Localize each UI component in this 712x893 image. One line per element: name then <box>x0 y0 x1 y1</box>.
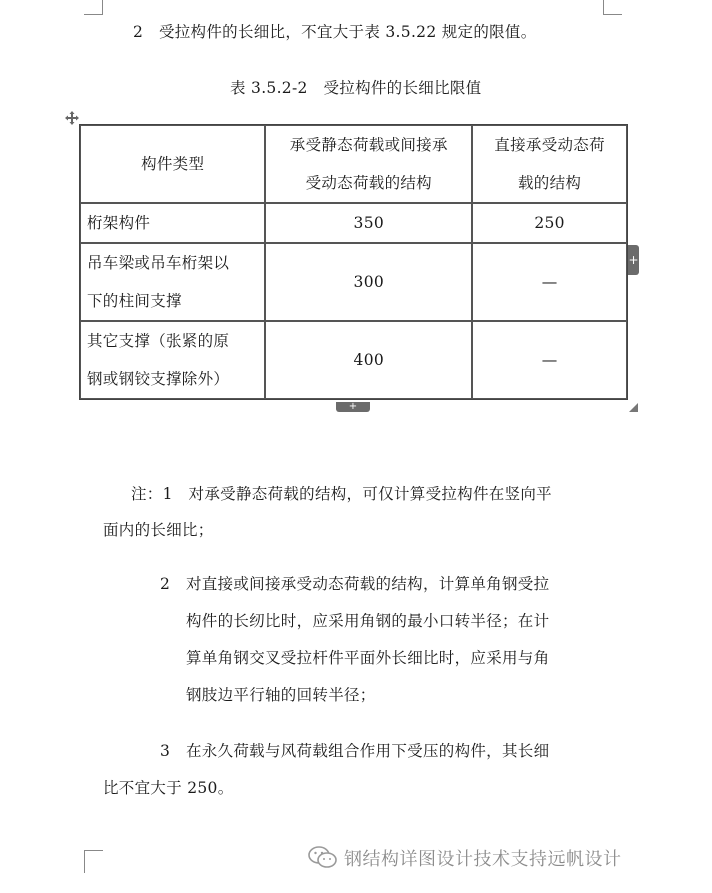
note-1-line-2: 面内的长细比； <box>103 521 214 539</box>
table-resize-icon[interactable] <box>629 403 638 412</box>
cell-static-value[interactable]: 300 <box>265 243 472 321</box>
cell-dynamic-value[interactable]: — <box>472 243 627 321</box>
header-static-line1: 承受静态荷载或间接承 <box>289 136 448 154</box>
table-row <box>80 243 627 321</box>
note-1-line-1: 注：1 对承受静态荷载的结构，可仅计算受拉构件在竖向平 <box>131 485 552 503</box>
page-corner-mark-top-left <box>84 0 103 15</box>
cell-dynamic-value[interactable]: — <box>472 321 627 399</box>
plus-icon: + <box>348 401 358 412</box>
watermark <box>308 843 622 873</box>
note-2-line-1: 2 对直接或间接承受动态荷载的结构，计算单角钢受拉 <box>160 575 550 593</box>
table-title: 表 3.5.2-2 受拉构件的长细比限值 <box>230 79 482 97</box>
header-dynamic-line1: 直接承受动态荷 <box>494 136 605 154</box>
page-corner-mark-top-right <box>603 0 622 15</box>
cell-member-type[interactable]: 桁架构件 <box>80 203 265 243</box>
note-2-line-2: 构件的长纫比时，应采用角钢的最小口转半径；在计 <box>186 612 550 630</box>
table-move-icon[interactable] <box>64 110 80 126</box>
clause-2-text: 2 受拉构件的长细比，不宜大于表 3.5.22 规定的限值。 <box>133 23 537 41</box>
cell-member-type[interactable]: 吊车梁或吊车桁架以 下的柱间支撑 <box>80 243 265 321</box>
header-dynamic-line2: 载的结构 <box>518 174 582 192</box>
table-row <box>80 203 627 243</box>
plus-icon: + <box>628 253 639 267</box>
cell-static-value[interactable]: 400 <box>265 321 472 399</box>
table-header-row <box>80 125 627 203</box>
note-2-line-4: 钢肢边平行轴的回转半径； <box>186 686 376 704</box>
header-cell-dynamic-load[interactable] <box>472 125 627 203</box>
add-row-button[interactable] <box>336 402 370 412</box>
add-column-button[interactable] <box>628 245 639 275</box>
cell-member-type[interactable]: 其它支撑（张紧的原 钢或钢铰支撑除外） <box>80 321 265 399</box>
slenderness-limit-table <box>79 124 628 400</box>
wechat-icon <box>308 845 338 871</box>
cell-static-value[interactable]: 350 <box>265 203 472 243</box>
page-corner-mark-bottom-left <box>84 850 103 873</box>
header-cell-member-type[interactable]: 构件类型 <box>80 125 265 203</box>
cell-dynamic-value[interactable]: 250 <box>472 203 627 243</box>
table-row <box>80 321 627 399</box>
header-cell-static-load[interactable] <box>265 125 472 203</box>
note-3-line-2: 比不宜大于 250。 <box>103 779 234 797</box>
watermark-text: 钢结构详图设计技术支持远帆设计 <box>344 849 622 870</box>
note-2-line-3: 算单角钢交叉受拉杆件平面外长细比时，应采用与角 <box>186 649 550 667</box>
header-static-line2: 受动态荷载的结构 <box>305 174 432 192</box>
note-3-line-1: 3 在永久荷载与风荷载组合作用下受压的构件，其长细 <box>160 742 550 760</box>
